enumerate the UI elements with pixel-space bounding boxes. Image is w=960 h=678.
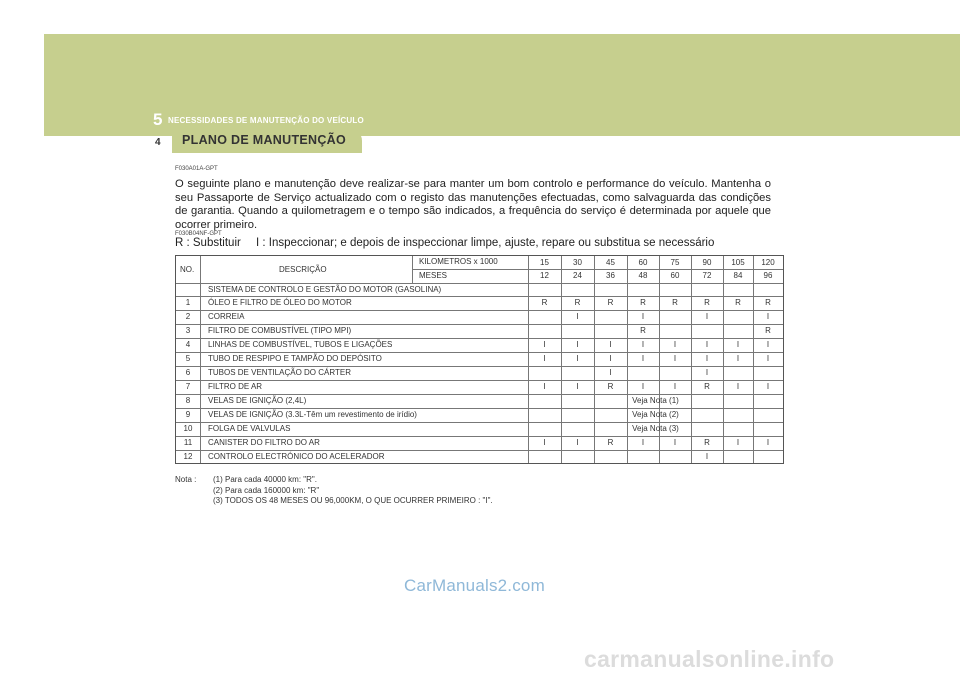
months-24: 24 (573, 271, 582, 280)
schedule-cell: I (673, 438, 677, 447)
divider-row-0 (176, 296, 783, 297)
schedule-cell: R (607, 382, 614, 391)
divider-header (176, 283, 783, 284)
divider-row-8 (176, 408, 783, 409)
row-number: 2 (185, 312, 191, 321)
schedule-cell: R (640, 298, 646, 307)
row-note: Veja Nota (1) (632, 396, 679, 405)
divider-no (200, 256, 201, 463)
header-km: KILOMETROS x 1000 (419, 257, 498, 266)
maintenance-table (175, 255, 784, 464)
row-note: Veja Nota (2) (632, 410, 679, 419)
km-30: 30 (573, 258, 582, 267)
schedule-cell: R (704, 382, 710, 391)
row-note: Veja Nota (3) (632, 424, 679, 433)
months-48: 48 (638, 271, 648, 280)
schedule-cell: I (543, 340, 546, 349)
km-45: 45 (606, 258, 615, 267)
row-description: CORREIA (208, 312, 245, 321)
intro-code: F030A01A-GPT (175, 166, 218, 172)
schedule-cell: I (609, 368, 612, 377)
schedule-cell: I (543, 438, 546, 447)
km-120: 120 (761, 258, 775, 267)
legend (175, 237, 726, 249)
schedule-cell: R (765, 326, 771, 335)
row-description: ÓLEO E FILTRO DE ÓLEO DO MOTOR (208, 298, 352, 307)
row-description: CONTROLO ELECTRÓNICO DO ACELERADOR (208, 452, 385, 461)
row-description: FILTRO DE AR (208, 382, 263, 391)
row-number: 1 (185, 298, 191, 307)
schedule-cell: I (736, 340, 740, 349)
schedule-cell: I (609, 354, 612, 363)
row-description: VELAS DE IGNIÇÃO (3.3L-Têm um revestimento de irídio) (208, 410, 417, 419)
schedule-cell: I (673, 382, 677, 391)
divider-row-9 (176, 422, 783, 423)
row-number: 7 (185, 382, 191, 391)
row-number: 11 (183, 438, 193, 447)
divider-row-3 (176, 338, 783, 339)
row-number: 10 (183, 424, 193, 433)
schedule-cell: I (705, 452, 709, 461)
divider-row-5 (176, 366, 783, 367)
schedule-cell: R (765, 298, 771, 307)
months-84: 84 (733, 271, 743, 280)
schedule-cell: I (543, 354, 546, 363)
section-tab (172, 127, 362, 153)
schedule-cell: R (640, 326, 646, 335)
row-description: FILTRO DE COMBUSTÍVEL (TIPO MPI) (208, 326, 352, 335)
note-3: (3) TODOS OS 48 MESES OU 96,000KM, O QUE OCURRER PRIMEIRO : "I". (213, 496, 493, 505)
schedule-cell: I (609, 340, 612, 349)
schedule-cell: R (574, 298, 581, 307)
schedule-cell: I (641, 340, 645, 349)
months-36: 36 (606, 271, 615, 280)
divider-row-11 (176, 450, 783, 451)
schedule-cell: R (607, 298, 614, 307)
schedule-cell: I (576, 382, 579, 391)
schedule-cell: I (705, 340, 709, 349)
schedule-cell: R (704, 298, 710, 307)
row-description: TUBO DE RESPIPO E TAMPÃO DO DEPÓSITO (208, 354, 382, 363)
schedule-cell: R (704, 438, 710, 447)
section-title: PLANO DE MANUTENÇÃO (182, 133, 347, 147)
schedule-cell: R (735, 298, 741, 307)
divider-row-7 (176, 394, 783, 395)
row-number: 6 (185, 368, 191, 377)
divider-row-10 (176, 436, 783, 437)
schedule-cell: I (736, 438, 740, 447)
km-60: 60 (638, 258, 648, 267)
schedule-cell: I (766, 340, 770, 349)
schedule-cell: I (576, 438, 579, 447)
divider-row-1 (176, 310, 783, 311)
schedule-cell: R (541, 298, 548, 307)
schedule-cell: I (766, 438, 770, 447)
months-60: 60 (670, 271, 680, 280)
row-number: 8 (185, 396, 191, 405)
divider-row-2 (176, 324, 783, 325)
schedule-cell: I (705, 354, 709, 363)
km-15: 15 (540, 258, 549, 267)
row-description: FOLGA DE VALVULAS (208, 424, 291, 433)
legend-replace: R : Substituir (175, 237, 241, 249)
row-number: 3 (185, 326, 191, 335)
chapter-number: 5 (153, 110, 163, 129)
schedule-cell: I (641, 312, 645, 321)
row-description: VELAS DE IGNIÇÃO (2,4L) (208, 396, 307, 405)
km-105: 105 (731, 258, 745, 267)
schedule-cell: I (641, 382, 645, 391)
divider-km-months (412, 269, 783, 270)
km-90: 90 (702, 258, 712, 267)
row-description: LINHAS DE COMBUSTÍVEL, TUBOS E LIGAÇÕES (208, 340, 393, 349)
schedule-cell: I (673, 340, 677, 349)
divider-row-4 (176, 352, 783, 353)
row-description: TUBOS DE VENTILAÇÃO DO CÁRTER (208, 368, 351, 377)
page-number: 4 (155, 137, 161, 148)
row-number: 4 (185, 340, 191, 349)
row-description: CANISTER DO FILTRO DO AR (208, 438, 320, 447)
months-72: 72 (702, 271, 712, 280)
months-12: 12 (540, 271, 549, 280)
schedule-cell: I (576, 312, 579, 321)
schedule-cell: I (576, 340, 579, 349)
schedule-cell: R (672, 298, 678, 307)
km-75: 75 (670, 258, 680, 267)
header-description: DESCRIÇÃO (279, 265, 327, 274)
schedule-cell: I (766, 312, 770, 321)
row-number: 9 (185, 410, 191, 419)
legend-code: F030B04NF-GPT (175, 231, 222, 237)
schedule-cell: I (543, 382, 546, 391)
divider-row-6 (176, 380, 783, 381)
schedule-cell: I (736, 382, 740, 391)
watermark-carmanualsonline: carmanualsonline.info (584, 646, 835, 672)
schedule-cell: I (673, 354, 677, 363)
row-number: 12 (183, 452, 193, 461)
schedule-cell: I (641, 438, 645, 447)
note-2: (2) Para cada 160000 km: "R" (213, 485, 320, 495)
header-months: MESES (419, 271, 448, 280)
schedule-cell: R (607, 438, 614, 447)
notes-label: Nota : (175, 475, 197, 484)
schedule-cell: I (705, 312, 709, 321)
months-96: 96 (763, 271, 773, 280)
header-no: NO. (180, 265, 195, 274)
system-label: SISTEMA DE CONTROLO E GESTÃO DO MOTOR (GASOLINA) (208, 285, 442, 294)
intro-paragraph: O seguinte plano e manutenção deve realizar-se para manter um bom controlo e performance do veículo. Mantenha o seu Passaporte de Serviço actualizado com o registo das manutenções efectuadas, como salvaguarda das condições de garantia. Quando a quilometragem e o tempo são indicados, a frequência do serviço é determinada por aquele que ocorrer primeiro. (175, 178, 771, 231)
note-1: (1) Para cada 40000 km: "R". (213, 475, 317, 484)
schedule-cell: I (766, 382, 770, 391)
schedule-cell: I (641, 354, 645, 363)
watermark-carmanuals2: CarManuals2.com (404, 576, 545, 595)
chapter-title: NECESSIDADES DE MANUTENÇÃO DO VEÍCULO (168, 116, 364, 125)
legend-inspect: I : Inspeccionar; e depois de inspeccionar limpe, ajuste, repare ou substitua se necessário (256, 237, 715, 249)
row-number: 5 (185, 354, 191, 363)
schedule-cell: I (705, 368, 709, 377)
schedule-cell: I (576, 354, 579, 363)
schedule-cell: I (766, 354, 770, 363)
schedule-cell: I (736, 354, 740, 363)
